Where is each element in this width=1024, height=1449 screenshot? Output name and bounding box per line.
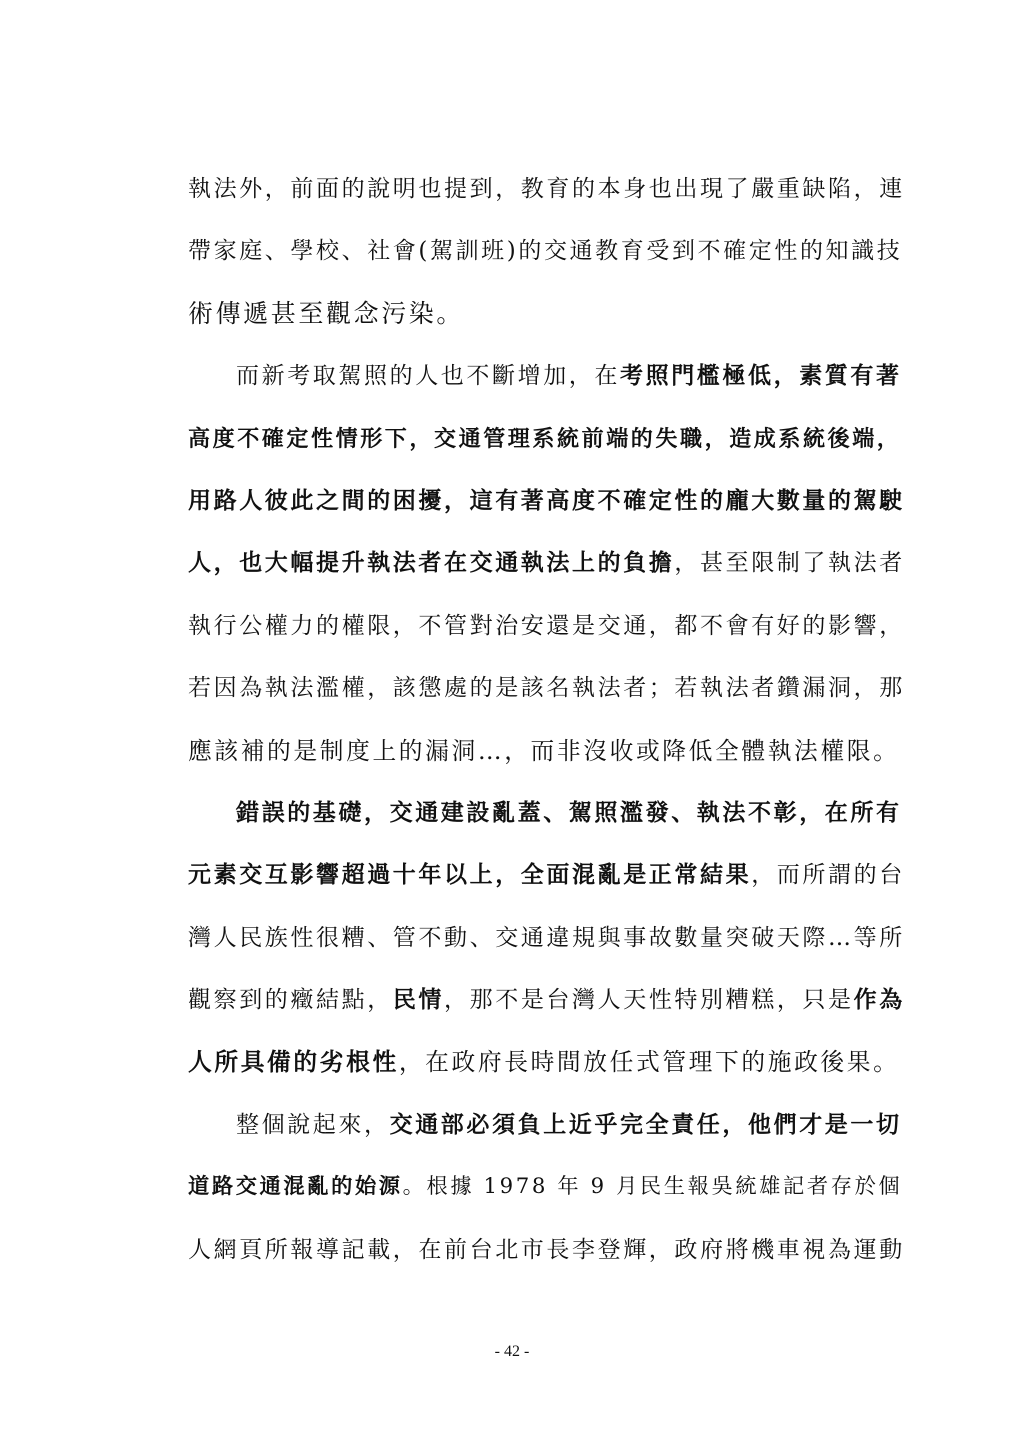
bold-text-segment: 人所具備的劣根性 (188, 1048, 399, 1077)
bold-text-segment: 高度不確定性情形下，交通管理系統前端的失職，造成系統後端， (188, 425, 902, 452)
text-line (188, 162, 904, 216)
text-line (188, 848, 904, 902)
text-segment: 灣人民族性很糟、管不動、交通違規與事故數量突破天際…等所 (188, 924, 905, 951)
text-line (188, 1223, 904, 1277)
bold-text-segment: 用路人彼此之間的困擾，這有著高度不確定性的龐大數量的駕駛 (188, 486, 905, 514)
text-segment: 。根據 1978 年 9 月民生報吳統雄記者存於個 (402, 1174, 903, 1200)
text-line (188, 536, 904, 590)
bold-text-segment: 交通部必須負上近乎完全責任，他們才是一切 (389, 1110, 902, 1138)
text-segment: 術傳遞甚至觀念污染。 (188, 298, 465, 328)
body-text (188, 162, 904, 1285)
text-segment: ，甚至限制了執法者 (674, 550, 905, 577)
text-segment: 而新考取駕照的人也不斷增加，在 (236, 363, 620, 390)
bold-text-segment: 錯誤的基礎，交通建設亂蓋、駕照濫發、執法不彰，在所有 (236, 798, 902, 826)
text-line (188, 661, 904, 715)
text-line (188, 724, 904, 778)
text-segment: 執法外，前面的說明也提到，教育的本身也出現了嚴重缺陷，連 (188, 176, 905, 202)
bold-text-segment: 元素交互影響超過十年以上，全面混亂是正常結果 (188, 861, 752, 889)
text-segment: 整個說起來， (236, 1111, 390, 1138)
text-line (188, 1098, 904, 1152)
text-segment: ，在政府長時間放任式管理下的施政後果。 (398, 1048, 900, 1077)
bold-text-segment: 作為 (853, 986, 905, 1014)
text-segment: ，而所謂的台 (751, 862, 905, 889)
text-line (188, 973, 904, 1027)
text-segment: 執行公權力的權限，不管對治安還是交通，都不會有好的影響， (188, 612, 905, 639)
text-line (188, 412, 904, 466)
text-segment: 帶家庭、學校、社會(駕訓班)的交通教育受到不確定性的知識技 (188, 238, 903, 265)
text-line (188, 349, 904, 403)
text-segment: ，那不是台灣人天性特別糟糕，只是 (444, 987, 854, 1014)
text-line (188, 474, 904, 528)
text-segment: 觀察到的癥結點， (188, 987, 393, 1014)
text-line (188, 1035, 904, 1089)
bold-text-segment: 人，也大幅提升執法者在交通執法上的負擔 (188, 549, 675, 577)
text-segment: 人網頁所報導記載，在前台北市長李登輝，政府將機車視為運動 (188, 1236, 905, 1263)
text-line (188, 911, 904, 965)
text-line (188, 224, 904, 278)
text-line (188, 1160, 904, 1214)
bold-text-segment: 道路交通混亂的始源 (188, 1174, 403, 1200)
text-segment: 應該補的是制度上的漏洞…，而非沒收或降低全體執法權限。 (188, 736, 900, 765)
text-line (188, 599, 904, 653)
page-number: - 42 - (494, 1343, 530, 1360)
bold-text-segment: 考照門檻極低，素質有著 (620, 362, 902, 390)
bold-text-segment: 民情 (392, 986, 445, 1014)
text-line (188, 786, 904, 840)
text-segment: 若因為執法濫權，該懲處的是該名執法者；若執法者鑽漏洞，那 (188, 675, 905, 702)
text-line (188, 287, 904, 341)
